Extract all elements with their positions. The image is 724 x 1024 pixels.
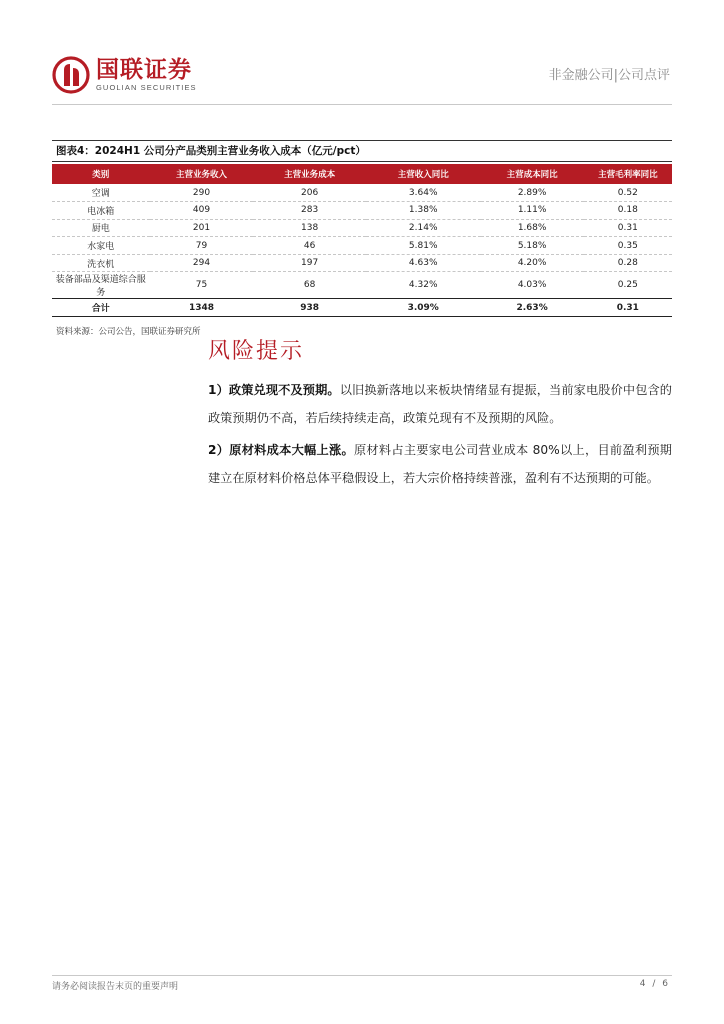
table-cell: 4.63% — [366, 254, 481, 272]
table-cell: 5.81% — [366, 237, 481, 255]
guolian-logo-icon — [52, 56, 90, 94]
table-row — [52, 219, 672, 237]
table-cell: 68 — [253, 272, 366, 299]
table-cell: 938 — [253, 299, 366, 317]
header-divider — [52, 104, 672, 105]
table-cell: 1.38% — [366, 202, 481, 220]
risk-item-text: 原材料占主要家电公司营业成本 80%以上，目前盈利预期建立在原材料价格总体平稳假设上，若大宗价格持续普涨，盈利有不达预期的可能。 — [208, 443, 672, 485]
column-header: 主营成本同比 — [481, 164, 584, 184]
table-cell: 2.89% — [481, 184, 584, 202]
table-cell: 1.11% — [481, 202, 584, 220]
table-cell: 75 — [150, 272, 254, 299]
table-row — [52, 237, 672, 255]
table-cell: 201 — [150, 219, 254, 237]
table-cell: 2.63% — [481, 299, 584, 317]
table-cell: 0.31 — [584, 219, 672, 237]
table-cell: 水家电 — [52, 237, 150, 255]
table-cell: 46 — [253, 237, 366, 255]
table-cell: 0.35 — [584, 237, 672, 255]
table-cell: 0.25 — [584, 272, 672, 299]
column-header: 主营收入同比 — [366, 164, 481, 184]
table-cell: 洗衣机 — [52, 254, 150, 272]
table-cell: 4.03% — [481, 272, 584, 299]
risk-item-heading: 2）原材料成本大幅上涨。 — [208, 443, 354, 457]
risk-item-text: 以旧换新落地以来板块情绪显有提振，当前家电股价中包含的政策预期仍不高，若后续持续走高，政策兑现有不及预期的风险。 — [208, 383, 672, 425]
section-title: 风险提示 — [208, 339, 305, 364]
figure-source-note: 资料来源：公司公告，国联证券研究所 — [56, 327, 201, 338]
table-cell: 0.18 — [584, 202, 672, 220]
table-row — [52, 272, 672, 299]
table-cell: 290 — [150, 184, 254, 202]
table-cell: 0.52 — [584, 184, 672, 202]
logo-english-name: GUOLIAN SECURITIES — [96, 83, 197, 92]
table-cell: 0.31 — [584, 299, 672, 317]
table-cell: 厨电 — [52, 219, 150, 237]
page-number: 4 / 6 — [639, 979, 670, 989]
table-total-row — [52, 299, 672, 317]
footer-divider — [52, 975, 672, 976]
table-cell: 409 — [150, 202, 254, 220]
table-cell: 2.14% — [366, 219, 481, 237]
table-cell: 3.64% — [366, 184, 481, 202]
table-row — [52, 202, 672, 220]
table-header-row — [52, 164, 672, 184]
table-cell: 电冰箱 — [52, 202, 150, 220]
table-cell: 138 — [253, 219, 366, 237]
column-header: 主营毛利率同比 — [584, 164, 672, 184]
report-category: 非金融公司|公司点评 — [548, 68, 670, 83]
column-header: 类别 — [52, 164, 150, 184]
revenue-cost-table — [52, 164, 672, 317]
page-header — [52, 56, 672, 100]
table-cell: 空调 — [52, 184, 150, 202]
footer-disclaimer: 请务必阅读报告末页的重要声明 — [52, 982, 179, 992]
risk-item-heading: 1）政策兑现不及预期。 — [208, 383, 340, 397]
table-cell: 4.20% — [481, 254, 584, 272]
table-row — [52, 184, 672, 202]
table-cell: 装备部品及渠道综合服务 — [52, 272, 150, 299]
table-cell: 3.09% — [366, 299, 481, 317]
logo-chinese-name: 国联证券 — [96, 57, 192, 83]
table-cell: 206 — [253, 184, 366, 202]
table-row — [52, 254, 672, 272]
table-cell: 1348 — [150, 299, 254, 317]
risk-item-materials — [208, 436, 672, 492]
table-cell: 197 — [253, 254, 366, 272]
column-header: 主营业务成本 — [253, 164, 366, 184]
risk-item-policy — [208, 376, 672, 432]
table-cell: 294 — [150, 254, 254, 272]
table-cell: 4.32% — [366, 272, 481, 299]
company-logo — [52, 56, 197, 94]
table-cell: 1.68% — [481, 219, 584, 237]
table-cell: 5.18% — [481, 237, 584, 255]
figure-4 — [52, 140, 672, 337]
column-header: 主营业务收入 — [150, 164, 254, 184]
table-cell: 合计 — [52, 299, 150, 317]
figure-title: 图表4：2024H1 公司分产品类别主营业务收入成本（亿元/pct） — [52, 140, 672, 162]
table-cell: 0.28 — [584, 254, 672, 272]
table-cell: 283 — [253, 202, 366, 220]
table-cell: 79 — [150, 237, 254, 255]
